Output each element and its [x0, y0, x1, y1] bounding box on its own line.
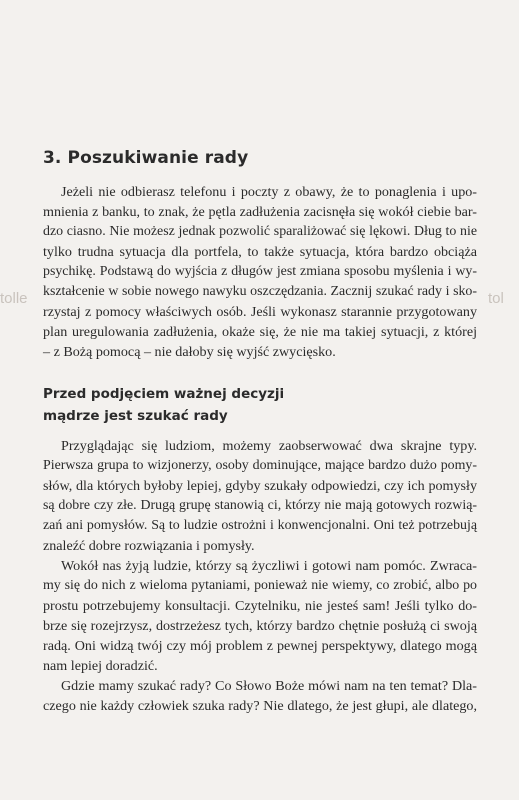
watermark-right: tol	[488, 290, 504, 307]
text-line: Wokół nas żyją ludzie, którzy są życzliwi i gotowi nam pomóc. Zwraca-	[61, 558, 477, 574]
text-line: Gdzie mamy szukać rady? Co Słowo Boże mówi nam na ten temat? Dla-	[61, 678, 477, 694]
text-line: tylko trudna sytuacja dla portfela, to także sytuacja, która bardzo obciąża	[43, 244, 477, 260]
text-line: plan uregulowania zadłużenia, okaże się, że nie ma takiej sytuacji, z której	[43, 324, 477, 340]
subsection-heading-line1: Przed podjęciem ważnej decyzji	[43, 386, 285, 402]
text-line: prostu potrzebujemy konsultacji. Czytelniku, nie jesteś sam! Jeśli tylko do-	[43, 598, 477, 614]
text-line: Jeżeli nie odbierasz telefonu i poczty z obawy, że to ponaglenia i upo-	[61, 184, 477, 200]
text-line: – z Bożą pomocą – nie dałoby się wyjść zwycięsko.	[43, 344, 336, 360]
text-line: zań ani pomysłów. Są to ludzie ostrożni i konwencjonalni. Oni też potrzebują	[43, 518, 477, 533]
subsection-heading-line2: mądrze jest szukać rady	[43, 408, 228, 424]
text-line: radą. Oni widzą twój czy mój problem z pewnej perspektywy, dlatego mogą	[43, 638, 477, 654]
text-line: znaleźć dobre rozwiązania i pomysły.	[43, 538, 255, 554]
text-line: my się do nich z wieloma pytaniami, ponieważ nie wiemy, co zrobić, albo po	[43, 578, 477, 593]
text-line: słów, dla których byłoby lepiej, gdyby szukały odpowiedzi, czy ich pomysły	[43, 478, 477, 494]
text-line: nam lepiej doradzić.	[43, 658, 158, 674]
text-line: kształcenie w sobie nowego nawyku oszczędzania. Zacznij szukać rady i sko-	[43, 284, 477, 299]
watermark-left: tolle	[0, 290, 28, 307]
section-heading: 3. Poszukiwanie rady	[43, 148, 249, 168]
text-line: Pierwsza grupa to wizjonerzy, osoby dominujące, mające bardzo dużo pomy-	[43, 458, 477, 473]
text-line: są dobre czy złe. Drugą grupę stanowią ci, którzy nie mają gotowych rozwią-	[43, 498, 477, 513]
text-line: czego nie każdy człowiek szuka rady? Nie dlatego, że jest głupi, ale dlatego,	[43, 698, 477, 714]
text-line: mnienia z banku, to znak, że pętla zadłużenia zacisnęła się wokół ciebie bar-	[43, 204, 477, 220]
text-line: dzo ciasno. Nie możesz jednak pozwolić sparaliżować się lękowi. Dług to nie	[43, 224, 477, 239]
text-line: Przyglądając się ludziom, możemy zaobserwować dwa skrajne typy.	[61, 438, 477, 454]
text-line: psychikę. Podstawą do wyjścia z długów jest zmiana sposobu myślenia i wy-	[43, 264, 477, 279]
text-line: rzystaj z pomocy właściwych osób. Jeśli wykonasz starannie przygotowany	[43, 304, 477, 320]
text-line: brze się rozejrzysz, dostrzeżesz tych, którzy bardzo chętnie posłużą ci swoją	[43, 618, 477, 634]
